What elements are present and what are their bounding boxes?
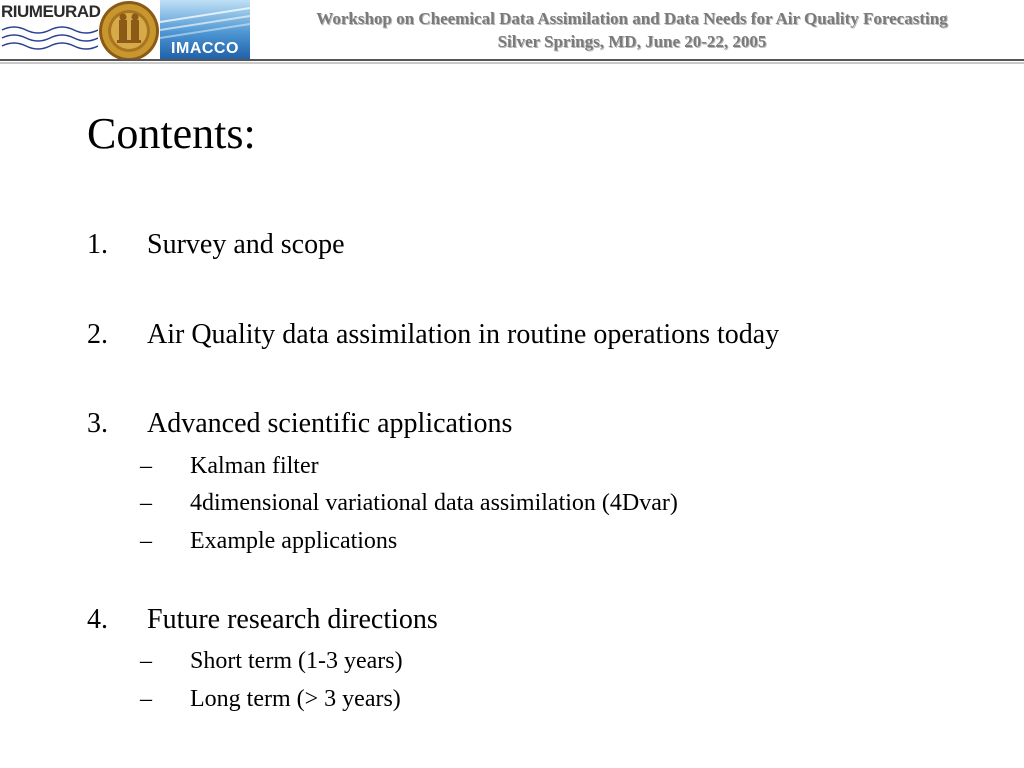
slide-title: Contents: [87, 109, 256, 158]
contents-item-4 [87, 603, 438, 637]
item-label: Future research directions [147, 604, 438, 635]
item-number: 1. [87, 229, 108, 260]
item-number: 2. [87, 319, 108, 350]
subitem-dash: – [140, 686, 152, 712]
workshop-title-line-2: Silver Springs, MD, June 20-22, 2005 [497, 32, 767, 51]
contents-subitem [140, 526, 397, 556]
item-label: Survey and scope [147, 229, 345, 260]
subitem-label: Kalman filter [190, 453, 319, 479]
contents-item-2 [87, 318, 779, 352]
subitem-dash: – [140, 528, 152, 554]
subitem-label: Long term (> 3 years) [190, 686, 401, 712]
contents-item-1 [87, 228, 345, 262]
contents-subitem [140, 451, 319, 481]
subitem-label: Short term (1-3 years) [190, 648, 403, 674]
subitem-label: 4dimensional variational data assimilation (4Dvar) [190, 490, 678, 516]
contents-subitem [140, 488, 678, 518]
contents-subitem [140, 646, 403, 676]
item-number: 4. [87, 604, 108, 635]
imacco-logo-text: IMACCO [171, 40, 239, 57]
item-label: Air Quality data assimilation in routine operations today [147, 319, 780, 350]
workshop-title-line-1: Workshop on Cheemical Data Assimilation and Data Needs for Air Quality Forecasting [316, 9, 948, 28]
subitem-dash: – [140, 490, 152, 516]
item-label: Advanced scientific applications [147, 408, 513, 439]
contents-subitem [140, 684, 401, 714]
riu-eurad-logo-text: RIUMEURAD [1, 2, 101, 21]
subitem-label: Example applications [190, 528, 398, 554]
contents-item-3 [87, 407, 512, 441]
subitem-dash: – [140, 648, 152, 674]
item-number: 3. [87, 408, 108, 439]
subitem-dash: – [140, 453, 152, 479]
